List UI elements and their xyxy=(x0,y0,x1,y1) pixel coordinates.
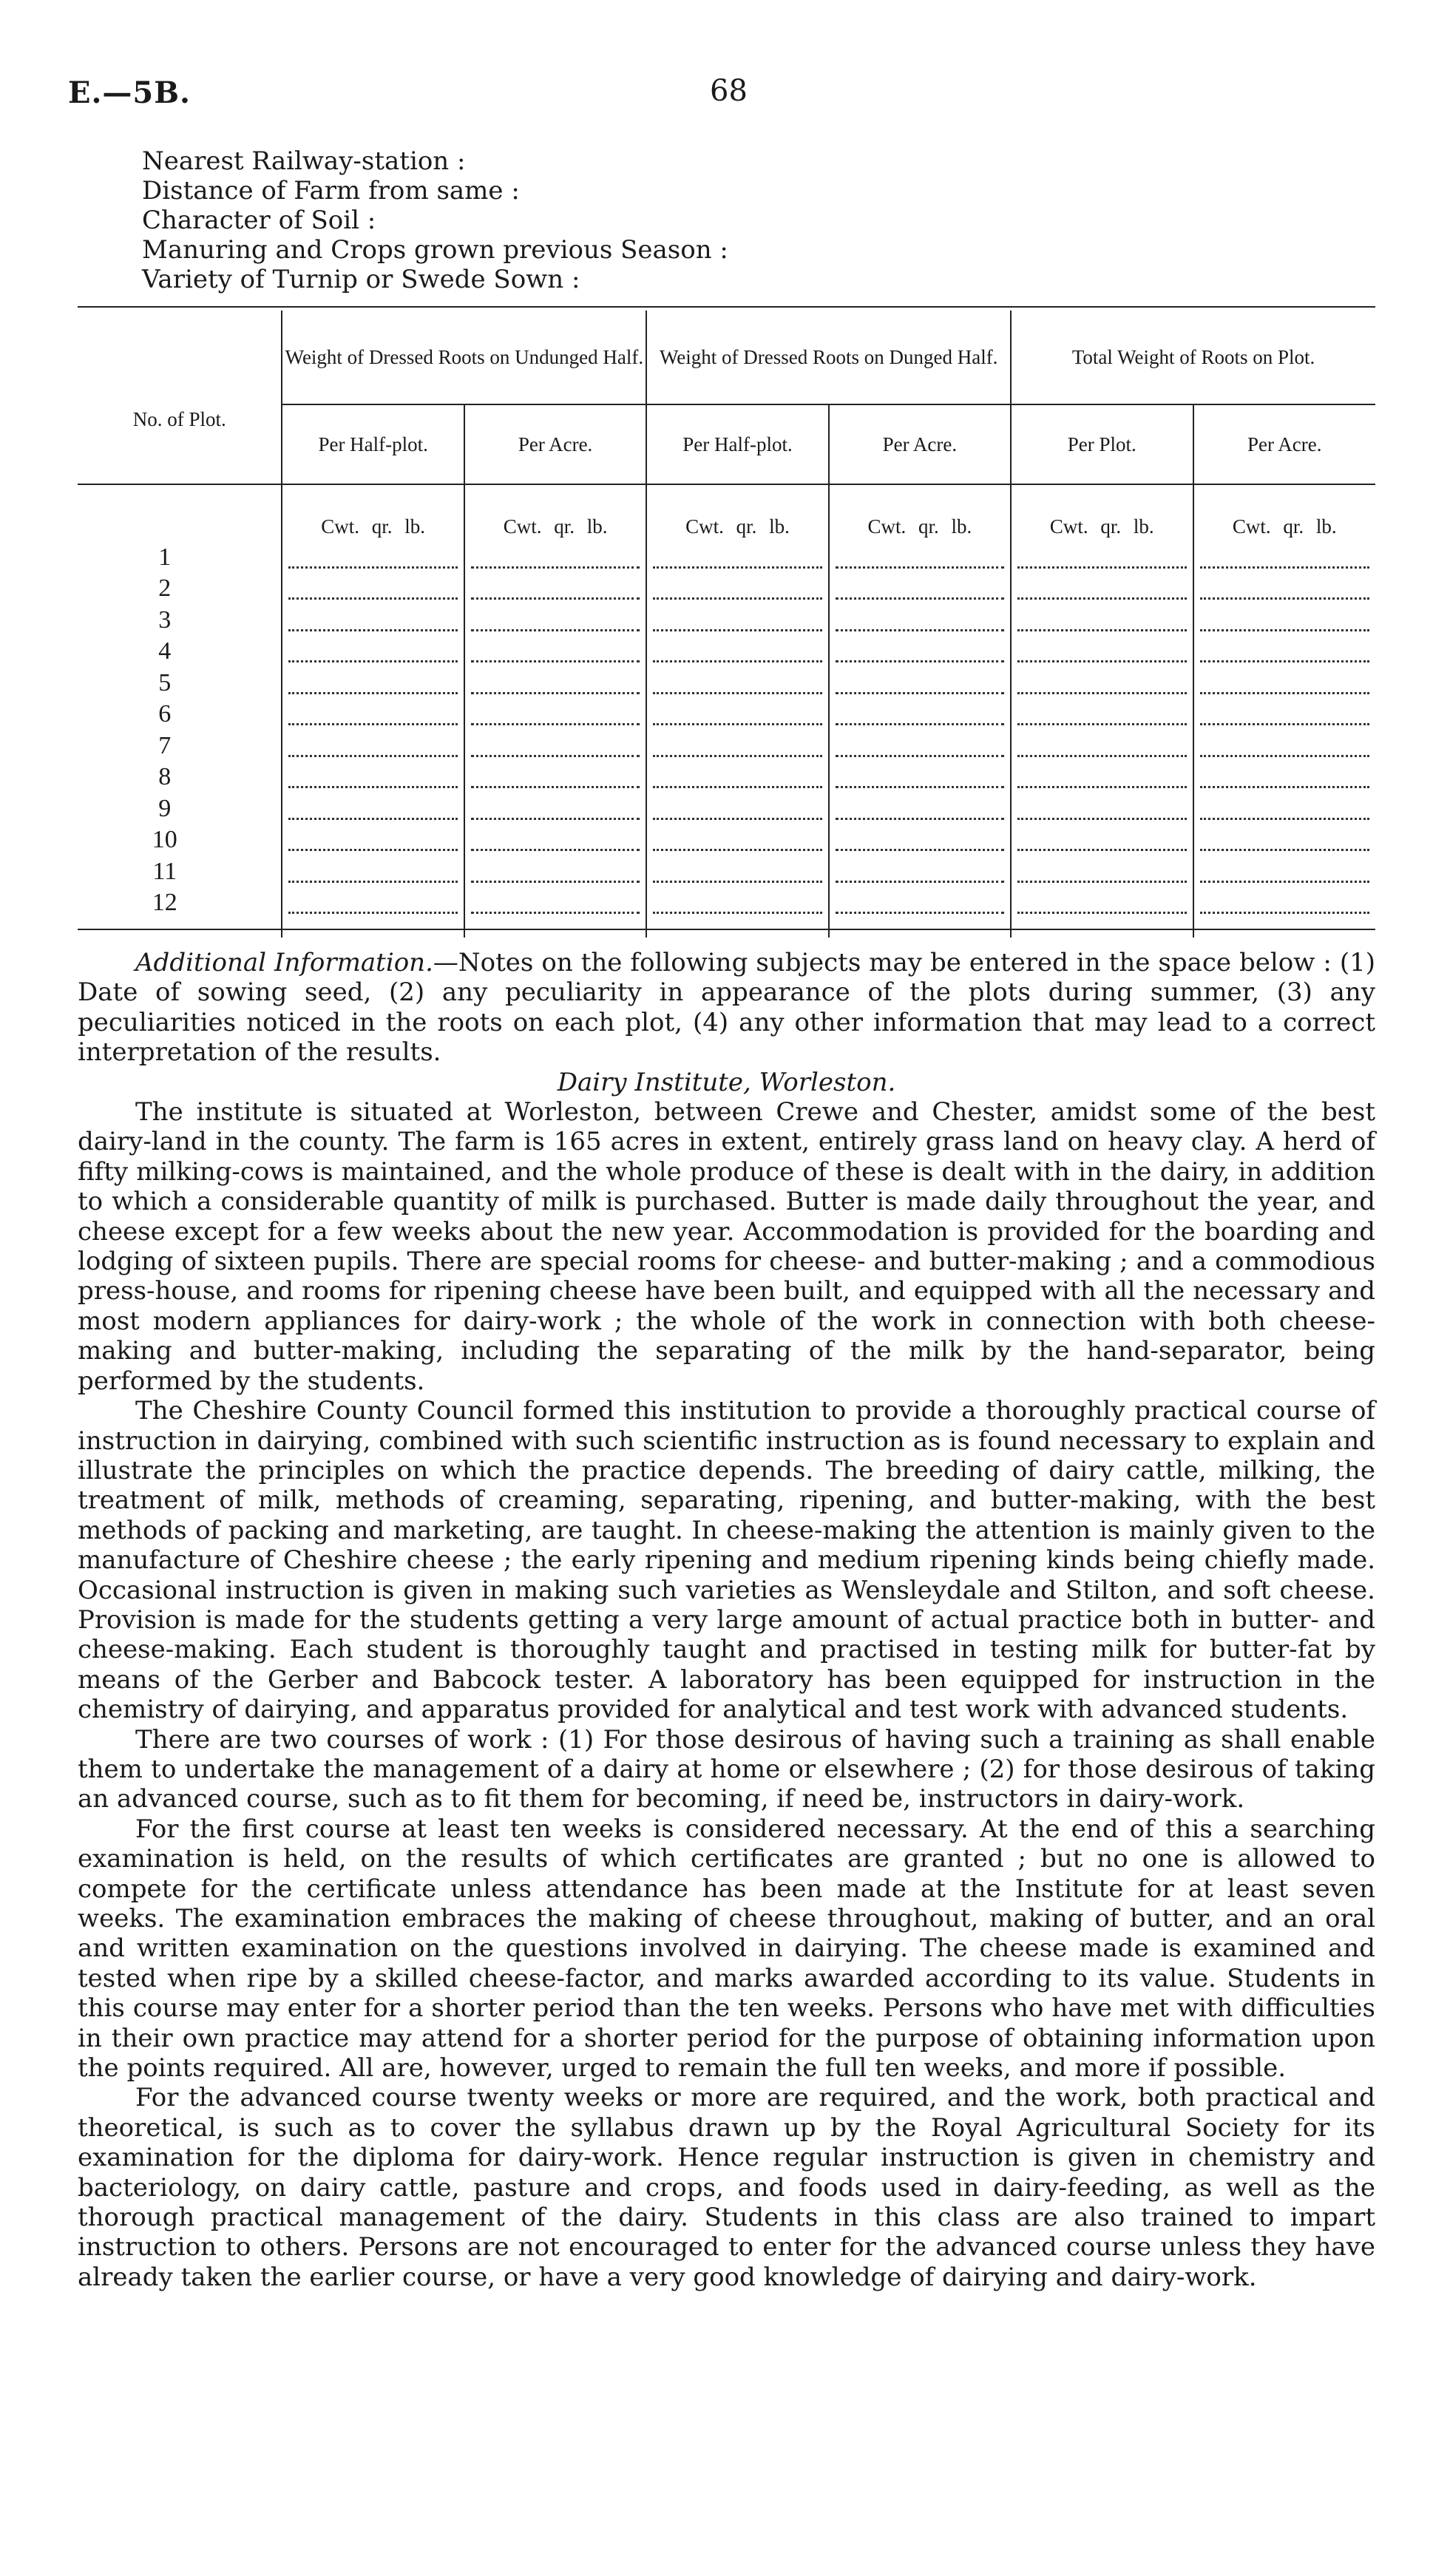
plot-number: 12 xyxy=(152,889,177,916)
entry-blank xyxy=(464,664,646,696)
entry-blank xyxy=(1193,664,1376,696)
entry-blank xyxy=(829,759,1011,790)
plot-number: 1 xyxy=(158,543,172,571)
entry-blank xyxy=(829,884,1011,916)
table-row xyxy=(78,664,1375,696)
entry-blank xyxy=(646,790,828,821)
entry-blank xyxy=(1011,821,1193,853)
entry-blank xyxy=(1193,790,1376,821)
table-row xyxy=(78,821,1375,853)
entry-blank xyxy=(1011,727,1193,759)
entry-blank xyxy=(282,601,464,633)
entry-blank xyxy=(282,759,464,790)
field-soil-character: Character of Soil : xyxy=(142,206,376,235)
subheader-per-half-plot: Per Half-plot. xyxy=(282,404,464,484)
entry-blank xyxy=(282,790,464,821)
entry-blank xyxy=(1011,853,1193,884)
entry-blank xyxy=(464,790,646,821)
entry-blank xyxy=(829,664,1011,696)
entry-blank xyxy=(646,570,828,602)
entry-blank xyxy=(829,727,1011,759)
unit-label: Cwt. qr. lb. xyxy=(1011,484,1193,538)
entry-blank xyxy=(1011,601,1193,633)
subheader-per-half-plot: Per Half-plot. xyxy=(646,404,828,484)
entry-blank xyxy=(1193,538,1376,570)
entry-blank xyxy=(1011,633,1193,665)
table-end-spacer xyxy=(78,915,1375,938)
field-railway-station: Nearest Railway-station : xyxy=(142,146,466,176)
table-row xyxy=(78,538,1375,570)
plot-number: 3 xyxy=(158,606,172,634)
table-top-rule xyxy=(78,306,1375,308)
plot-number: 5 xyxy=(158,668,172,696)
entry-blank xyxy=(829,601,1011,633)
table-row xyxy=(78,884,1375,916)
plot-number: 2 xyxy=(158,574,172,602)
entry-blank xyxy=(1193,601,1376,633)
entry-blank xyxy=(829,821,1011,853)
paragraph: For the first course at least ten weeks is considered necessary. At the end of this a searching examination is held, on the results of which certificates are granted ; but no one is allowed to compete for the certificate unless attendance has been made at the Institute for at least seven weeks. The examination embraces the making of cheese throughout, making of butter, and an oral and written examination on the questions involved in dairying. The cheese made is examined and tested when ripe by a skilled cheese-factor, and marks awarded according to its value. Students in this course may enter for a shorter period than the ten weeks. Persons who have met with difficulties in their own practice may attend for a shorter period for the purpose of obtaining information upon the points required. All are, however, urged to remain the full ten weeks, and more if possible. xyxy=(78,1814,1375,2084)
additional-information-label: Additional Information. xyxy=(135,948,433,977)
paragraph: For the advanced course twenty weeks or more are required, and the work, both practical and theoretical, is such as to cover the syllabus drawn up by the Royal Agricultural Society for its examination for the diploma for dairy-work. Hence regular instruction is given in chemistry and bacteriology, on dairy cattle, pasture and crops, and foods used in dairy-feeding, as well as the thorough practical management of the dairy. Students in this class are also trained to impart instruction to others. Persons are not encouraged to enter for the advanced course unless they have already taken the earlier course, or have a very good knowledge of dairying and dairy-work. xyxy=(78,2083,1375,2292)
entry-blank xyxy=(1193,884,1376,916)
entry-blank xyxy=(1011,884,1193,916)
entry-blank xyxy=(1011,696,1193,728)
field-turnip-variety: Variety of Turnip or Swede Sown : xyxy=(142,265,580,294)
table-row xyxy=(78,759,1375,790)
entry-blank xyxy=(1193,727,1376,759)
entry-blank xyxy=(829,853,1011,884)
entry-blank xyxy=(1193,821,1376,853)
entry-blank xyxy=(1193,853,1376,884)
units-spacer xyxy=(78,484,282,538)
paragraph: The institute is situated at Worleston, between Crewe and Chester, amidst some of the best dairy-land in the county. The farm is 165 acres in extent, entirely grass land on heavy clay. A herd of fifty milking-cows is maintained, and the whole produce of these is dealt with in the dairy, in addition to which a considerable quantity of milk is purchased. Butter is made daily throughout the year, and cheese except for a few weeks about the new year. Accommodation is provided for the boarding and lodging of sixteen pupils. There are special rooms for cheese- and butter-making ; and a commodious press-house, and rooms for ripening cheese have been built, and equipped with all the necessary and most modern appliances for dairy-work ; the whole of the work in connection with both cheese-making and butter-making, including the separating of the milk by the hand-separator, being performed by the students. xyxy=(78,1097,1375,1396)
table-row xyxy=(78,633,1375,665)
plot-number: 9 xyxy=(158,794,172,822)
section-code: E.—5B. xyxy=(68,75,191,110)
field-farm-distance: Distance of Farm from same : xyxy=(142,176,520,206)
entry-blank xyxy=(646,601,828,633)
subheader-per-plot: Per Plot. xyxy=(1011,404,1193,484)
entry-blank xyxy=(646,696,828,728)
unit-label: Cwt. qr. lb. xyxy=(646,484,828,538)
entry-blank xyxy=(464,821,646,853)
entry-blank xyxy=(1193,696,1376,728)
table-row xyxy=(78,570,1375,602)
entry-blank xyxy=(464,884,646,916)
farm-details-fields xyxy=(142,146,728,294)
entry-blank xyxy=(282,821,464,853)
entry-blank xyxy=(464,633,646,665)
table-row xyxy=(78,790,1375,821)
unit-label: Cwt. qr. lb. xyxy=(829,484,1011,538)
subheader-per-acre: Per Acre. xyxy=(464,404,646,484)
plot-number: 11 xyxy=(152,857,177,885)
section-title: Dairy Institute, Worleston. xyxy=(557,1067,896,1097)
entry-blank xyxy=(282,664,464,696)
body-text xyxy=(78,948,1375,2292)
entry-blank xyxy=(1193,633,1376,665)
entry-blank xyxy=(646,727,828,759)
plot-number: 4 xyxy=(158,637,172,665)
table-row xyxy=(78,601,1375,633)
plot-number: 10 xyxy=(152,826,177,853)
entry-blank xyxy=(646,759,828,790)
entry-blank xyxy=(646,853,828,884)
entry-blank xyxy=(1011,759,1193,790)
plot-number: 6 xyxy=(158,700,172,728)
entry-blank xyxy=(464,696,646,728)
entry-blank xyxy=(282,727,464,759)
entry-blank xyxy=(1011,664,1193,696)
plot-column-header: No. of Plot. xyxy=(132,407,226,430)
table-row xyxy=(78,853,1375,884)
subheader-per-acre: Per Acre. xyxy=(1193,404,1376,484)
entry-blank xyxy=(829,790,1011,821)
entry-blank xyxy=(464,759,646,790)
entry-blank xyxy=(646,884,828,916)
entry-blank xyxy=(282,884,464,916)
entry-blank xyxy=(464,538,646,570)
entry-blank xyxy=(1011,570,1193,602)
entry-blank xyxy=(829,696,1011,728)
plot-weights-table xyxy=(78,311,1375,938)
entry-blank xyxy=(1011,538,1193,570)
additional-information-text: —Notes on the following subjects may be entered in the space below : (1) Date of sowing seed, (2) any peculiarity in appearance of the plots during summer, (3) any peculiarities noticed in the roots on each plot, (4) any other information that may lead to a correct interpretation of the results. xyxy=(78,948,1376,1068)
entry-blank xyxy=(282,570,464,602)
group-header-total: Total Weight of Roots on Plot. xyxy=(1011,311,1375,404)
subheader-per-acre: Per Acre. xyxy=(829,404,1011,484)
unit-label: Cwt. qr. lb. xyxy=(282,484,464,538)
entry-blank xyxy=(1193,570,1376,602)
entry-blank xyxy=(1011,790,1193,821)
page-number: 68 xyxy=(710,74,748,108)
group-header-dunged: Weight of Dressed Roots on Dunged Half. xyxy=(646,311,1011,404)
entry-blank xyxy=(829,570,1011,602)
unit-label: Cwt. qr. lb. xyxy=(464,484,646,538)
entry-blank xyxy=(282,633,464,665)
entry-blank xyxy=(282,696,464,728)
entry-blank xyxy=(464,570,646,602)
plot-number: 8 xyxy=(158,763,172,790)
entry-blank xyxy=(464,853,646,884)
table-bottom-rule xyxy=(78,929,1375,930)
table-row xyxy=(78,696,1375,728)
field-previous-season: Manuring and Crops grown previous Season : xyxy=(142,235,728,265)
entry-blank xyxy=(282,538,464,570)
entry-blank xyxy=(1193,759,1376,790)
entry-blank xyxy=(282,853,464,884)
entry-blank xyxy=(646,538,828,570)
paragraph: The Cheshire County Council formed this institution to provide a thoroughly practical course of instruction in dairying, combined with such scientific instruction as is found necessary to explain and illustrate the principles on which the practice depends. The breeding of dairy cattle, milking, the treatment of milk, methods of creaming, separating, ripening, and butter-making, with the best methods of packing and marketing, are taught. In cheese-making the attention is mainly given to the manufacture of Cheshire cheese ; the early ripening and medium ripening kinds being chiefly made. Occasional instruction is given in making such varieties as Wensleydale and Stilton, and soft cheese. Provision is made for the students getting a very large amount of actual practice both in butter- and cheese-making. Each student is thoroughly taught and practised in testing milk for butter-fat by means of the Gerber and Babcock tester. A laboratory has been equipped for instruction in the chemistry of dairying, and apparatus provided for analytical and test work with advanced students. xyxy=(78,1396,1375,1725)
entry-blank xyxy=(829,633,1011,665)
plot-number: 7 xyxy=(158,731,172,759)
entry-blank xyxy=(646,633,828,665)
group-header-undunged: Weight of Dressed Roots on Undunged Half. xyxy=(282,311,646,404)
table-row xyxy=(78,727,1375,759)
entry-blank xyxy=(464,601,646,633)
unit-label: Cwt. qr. lb. xyxy=(1193,484,1376,538)
additional-information xyxy=(78,948,1375,1068)
entry-blank xyxy=(646,664,828,696)
entry-blank xyxy=(646,821,828,853)
paragraph: There are two courses of work : (1) For those desirous of having such a training as shall enable them to undertake the management of a dairy at home or elsewhere ; (2) for those desirous of taking an advanced course, such as to fit them for becoming, if need be, instructors in dairy-work. xyxy=(78,1724,1375,1814)
entry-blank xyxy=(464,727,646,759)
entry-blank xyxy=(829,538,1011,570)
